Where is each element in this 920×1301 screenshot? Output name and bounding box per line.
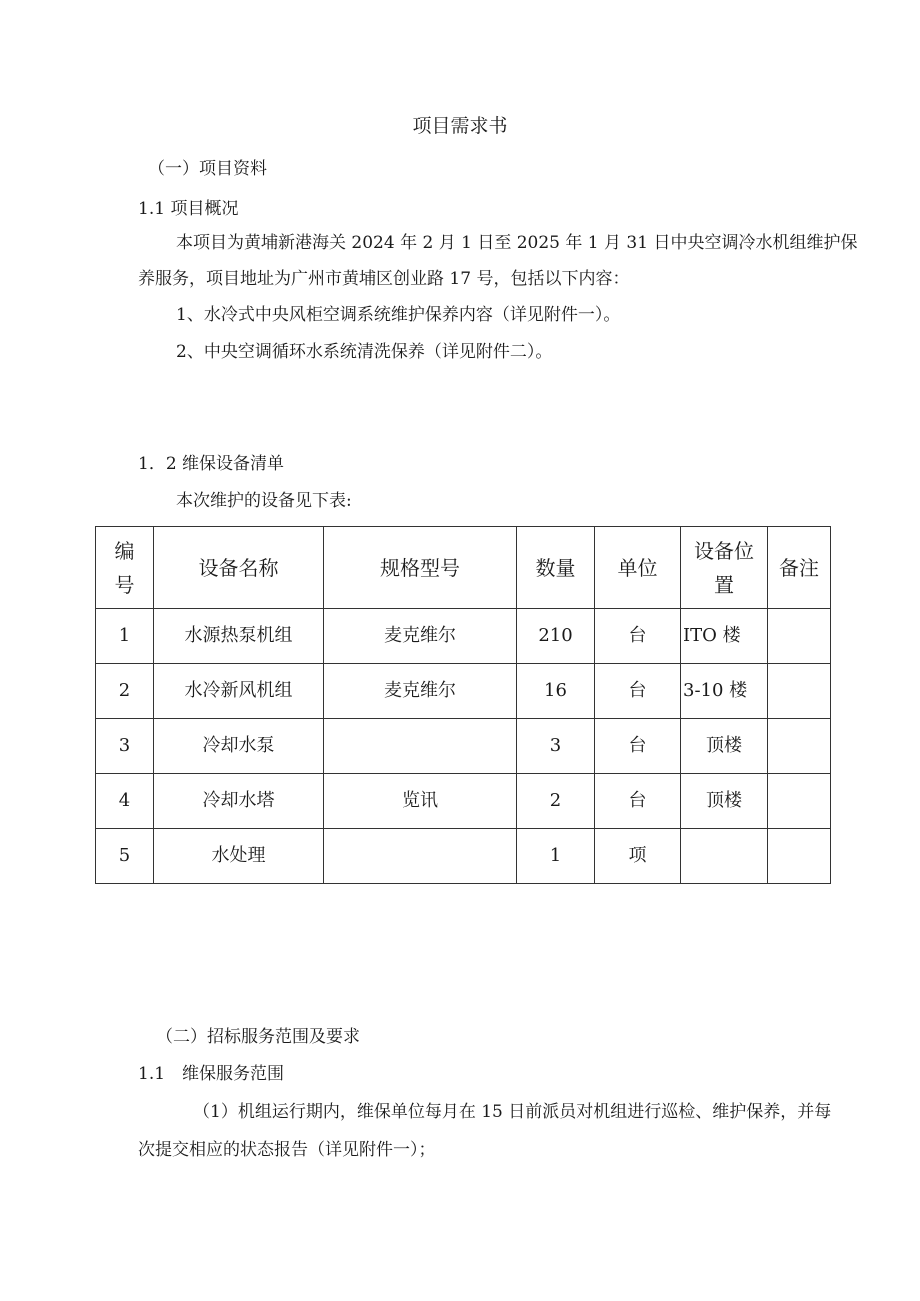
overview-item-2: 2、中央空调循环水系统清洗保养（详见附件二）。	[176, 342, 553, 362]
cell-location: 顶楼	[681, 719, 768, 774]
cell-remark	[768, 829, 831, 884]
cell-no: 3	[96, 719, 154, 774]
cell-name: 水源热泵机组	[154, 609, 324, 664]
cell-name: 水处理	[154, 829, 324, 884]
cell-qty: 1	[517, 829, 595, 884]
cell-model	[324, 829, 517, 884]
header-name: 设备名称	[154, 527, 324, 609]
cell-location	[681, 829, 768, 884]
cell-name: 冷却水泵	[154, 719, 324, 774]
service-paragraph-line1: （1）机组运行期内，维保单位每月在 15 日前派员对机组进行巡检、维护保养，并每	[193, 1102, 832, 1122]
cell-no: 5	[96, 829, 154, 884]
table-row	[96, 664, 831, 719]
header-unit: 单位	[595, 527, 681, 609]
cell-qty: 2	[517, 774, 595, 829]
cell-unit: 台	[595, 609, 681, 664]
cell-remark	[768, 609, 831, 664]
section2-heading: （二）招标服务范围及要求	[156, 1027, 360, 1047]
cell-model: 麦克维尔	[324, 609, 517, 664]
cell-remark	[768, 719, 831, 774]
cell-remark	[768, 664, 831, 719]
cell-qty: 3	[517, 719, 595, 774]
table-row	[96, 609, 831, 664]
cell-no: 4	[96, 774, 154, 829]
cell-location: ITO 楼	[681, 609, 768, 664]
cell-unit: 台	[595, 719, 681, 774]
cell-unit: 台	[595, 664, 681, 719]
header-location-line2: 置	[714, 572, 734, 597]
cell-location: 3-10 楼	[681, 664, 768, 719]
overview-paragraph-line1: 本项目为黄埔新港海关 2024 年 2 月 1 日至 2025 年 1 月 31 日中央空调冷水机组维护保	[176, 233, 858, 253]
cell-unit: 台	[595, 774, 681, 829]
cell-location: 顶楼	[681, 774, 768, 829]
cell-qty: 16	[517, 664, 595, 719]
header-no	[96, 527, 154, 609]
header-location	[681, 527, 768, 609]
table-row	[96, 774, 831, 829]
table-intro: 本次维护的设备见下表:	[176, 491, 352, 511]
service-paragraph-line2: 次提交相应的状态报告（详见附件一）；	[138, 1140, 436, 1160]
cell-model	[324, 719, 517, 774]
section2-sub1-heading: 1.1 维保服务范围	[138, 1064, 285, 1084]
overview-item-1: 1、水冷式中央风柜空调系统维护保养内容（详见附件一）。	[176, 305, 621, 325]
header-no-line2: 号	[114, 572, 135, 597]
section1-sub1-heading: 1.1 项目概况	[138, 199, 239, 219]
header-remark: 备注	[768, 527, 831, 609]
header-no-line1: 编	[114, 538, 135, 563]
cell-name: 冷却水塔	[154, 774, 324, 829]
cell-no: 1	[96, 609, 154, 664]
cell-model: 麦克维尔	[324, 664, 517, 719]
header-model: 规格型号	[324, 527, 517, 609]
header-qty: 数量	[517, 527, 595, 609]
cell-qty: 210	[517, 609, 595, 664]
cell-remark	[768, 774, 831, 829]
cell-no: 2	[96, 664, 154, 719]
overview-paragraph-line2: 养服务，项目地址为广州市黄埔区创业路 17 号，包括以下内容：	[138, 269, 630, 289]
cell-name: 水冷新风机组	[154, 664, 324, 719]
header-location-line1: 设备位	[694, 538, 754, 563]
table-header-row	[96, 527, 831, 609]
cell-model: 览讯	[324, 774, 517, 829]
section1-sub2-heading: 1．2 维保设备清单	[138, 454, 285, 474]
equipment-table	[95, 526, 831, 884]
section1-heading: （一）项目资料	[148, 159, 267, 179]
table-row	[96, 829, 831, 884]
table-row	[96, 719, 831, 774]
cell-unit: 项	[595, 829, 681, 884]
page-title: 项目需求书	[412, 115, 508, 137]
